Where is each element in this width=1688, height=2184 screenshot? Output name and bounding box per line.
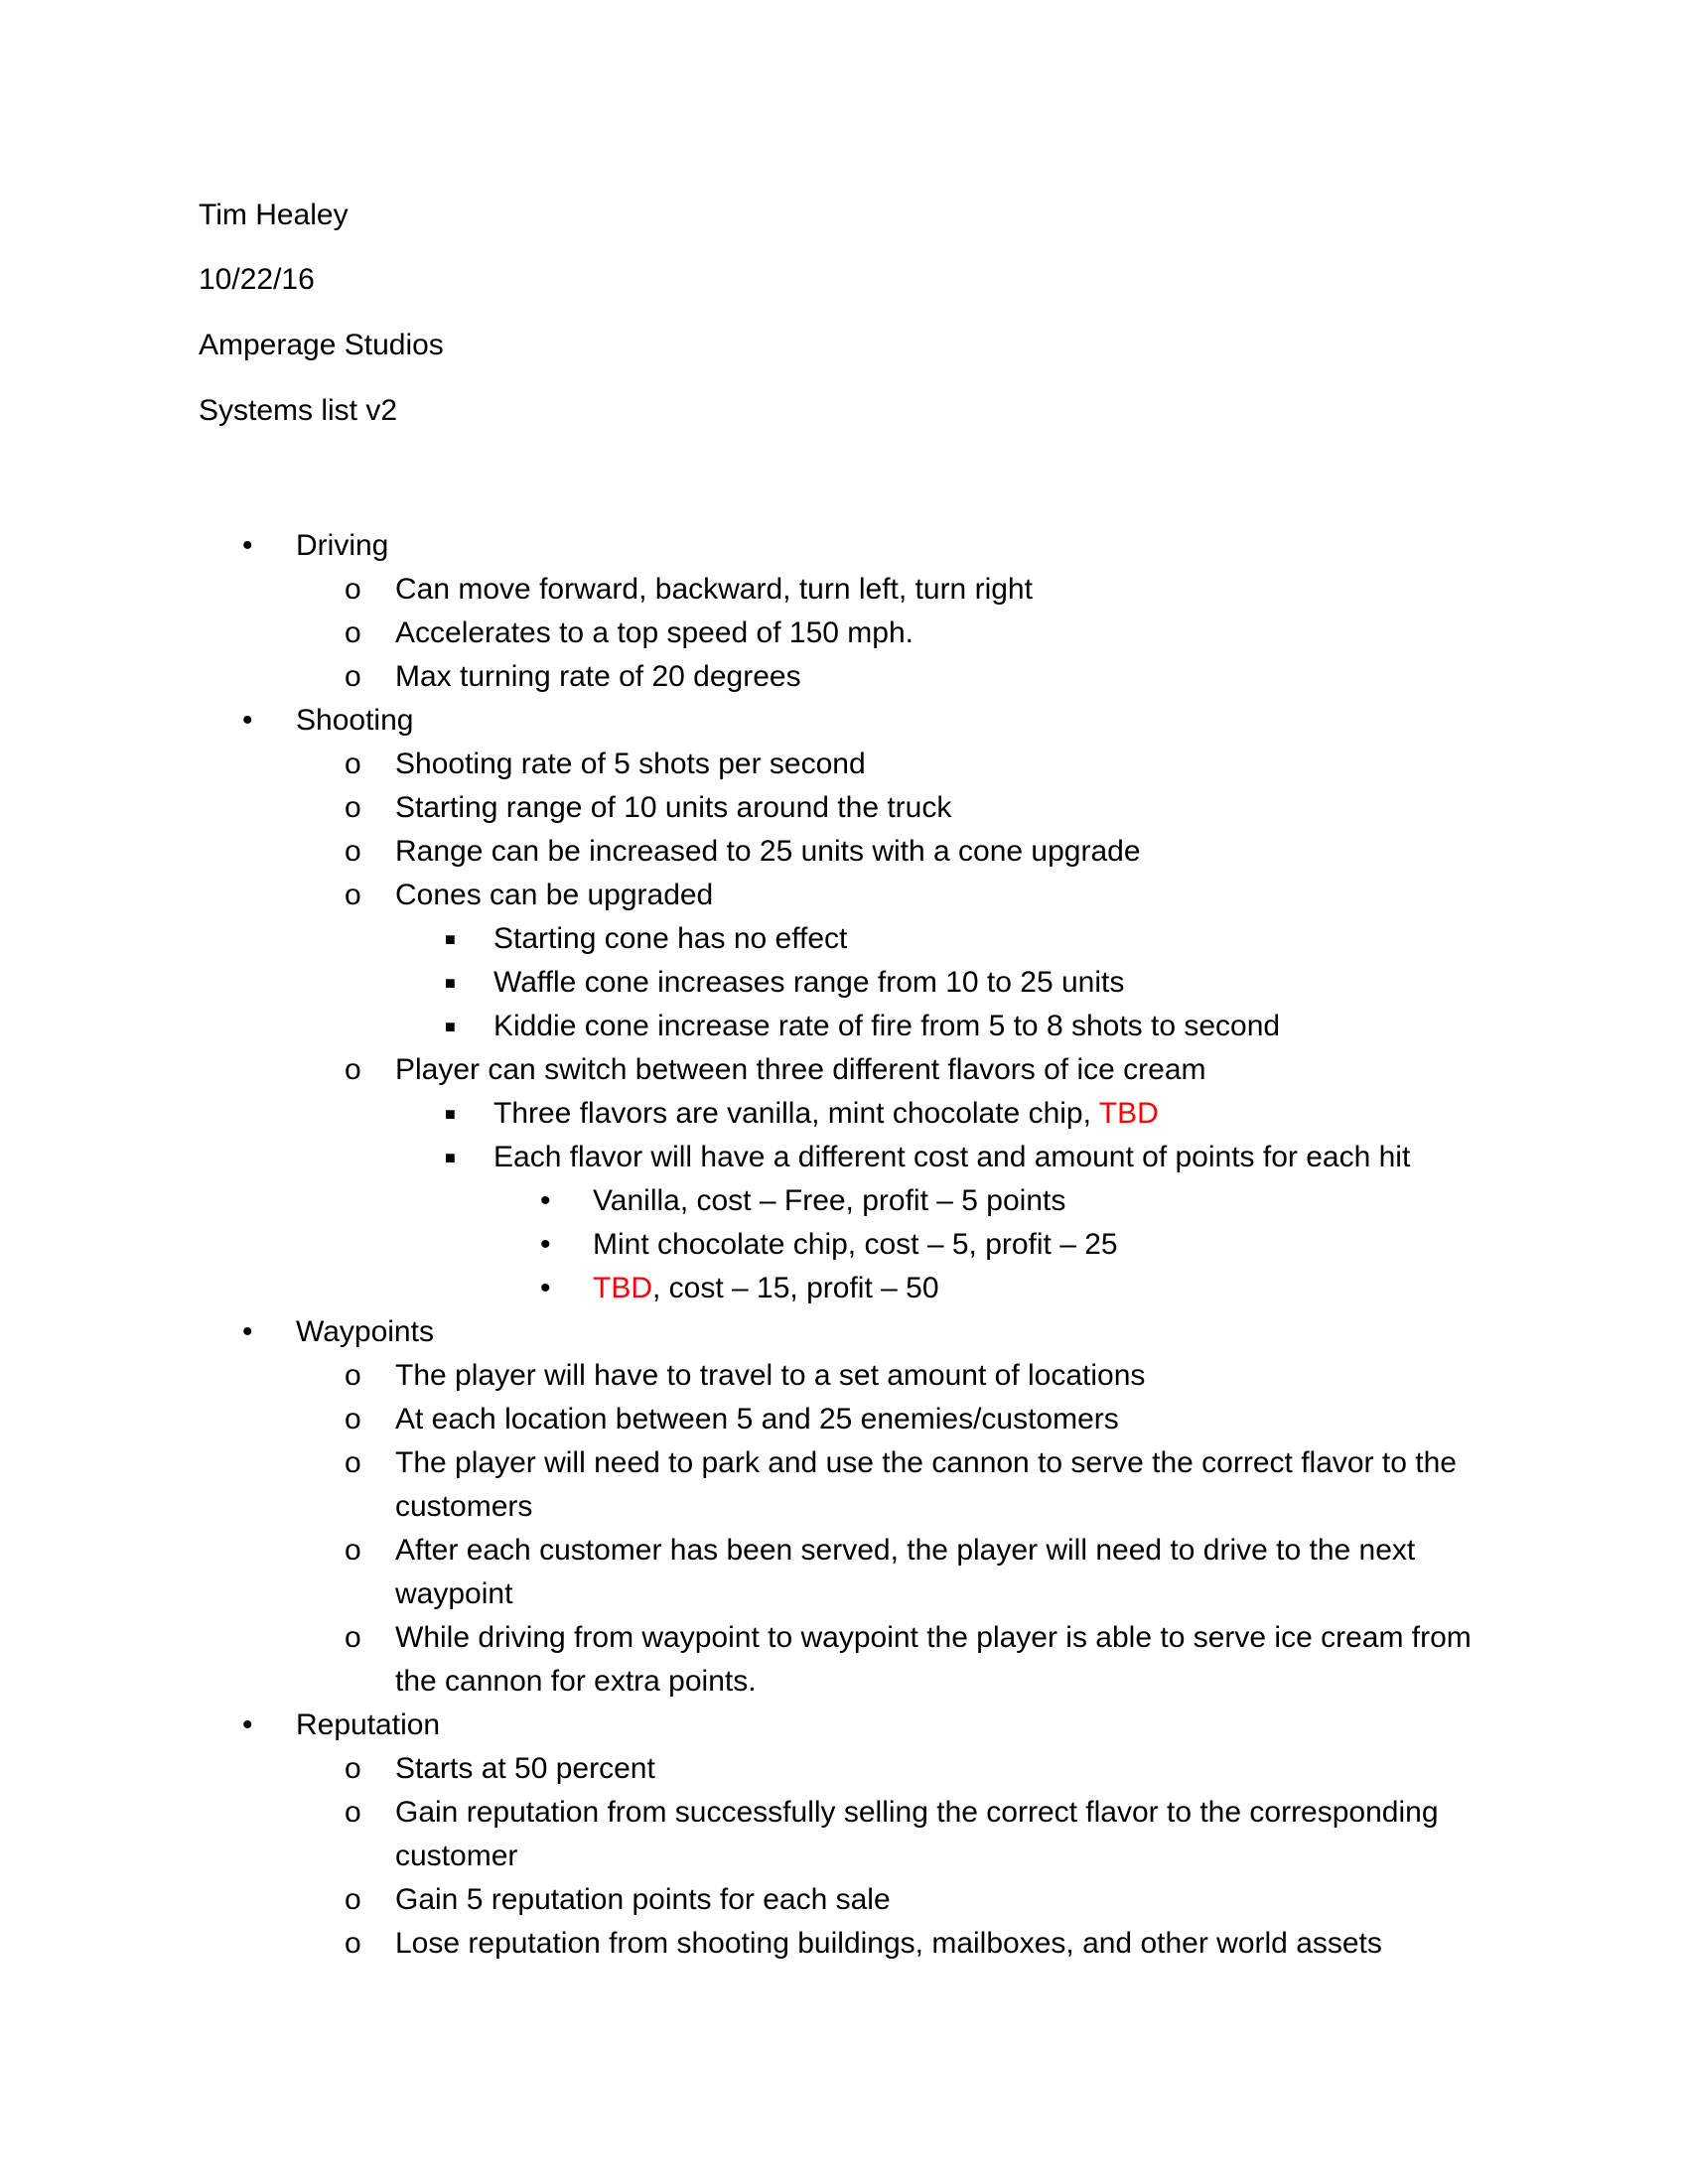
item-text: Starting range of 10 units around the truck bbox=[395, 791, 952, 824]
item-text: Range can be increased to 25 units with a cone upgrade bbox=[395, 835, 1141, 868]
item-text: Gain 5 reputation points for each sale bbox=[395, 1883, 891, 1916]
section-label: Waypoints bbox=[296, 1315, 434, 1348]
item-text: The player will have to travel to a set amount of locations bbox=[395, 1359, 1146, 1392]
item-text: Waffle cone increases range from 10 to 25 units bbox=[493, 966, 1125, 999]
list-item bbox=[0, 1878, 1487, 1922]
circle-marker: o bbox=[345, 748, 361, 780]
circle-marker: o bbox=[345, 1403, 361, 1435]
list-item bbox=[0, 743, 1487, 786]
studio-name: Amperage Studios bbox=[199, 329, 444, 361]
circle-marker: o bbox=[345, 660, 361, 693]
item-text: Accelerates to a top speed of 150 mph. bbox=[395, 616, 914, 649]
item-text: Gain reputation from successfully selling the correct flavor to the corresponding customer bbox=[395, 1796, 1439, 1872]
list-item bbox=[0, 1005, 1486, 1048]
author-name: Tim Healey bbox=[199, 199, 349, 231]
tbd-placeholder: TBD bbox=[593, 1272, 652, 1304]
square-marker: ■ bbox=[445, 973, 456, 993]
bullet-marker: • bbox=[242, 704, 253, 737]
bullet-marker: • bbox=[540, 1272, 551, 1304]
square-marker: ■ bbox=[445, 929, 456, 949]
bullet-marker: • bbox=[242, 1708, 253, 1741]
list-item bbox=[0, 1441, 1487, 1529]
item-text: Starting cone has no effect bbox=[493, 922, 848, 955]
list-item bbox=[0, 1136, 1486, 1179]
circle-marker: o bbox=[345, 1621, 361, 1654]
section-waypoints bbox=[0, 1310, 1487, 1354]
list-item bbox=[0, 1529, 1487, 1616]
item-text: Vanilla, cost – Free, profit – 5 points bbox=[593, 1184, 1066, 1217]
circle-marker: o bbox=[345, 1927, 361, 1960]
item-text: While driving from waypoint to waypoint the player is able to serve ice cream from the cannon for extra points. bbox=[395, 1621, 1472, 1698]
item-text: Three flavors are vanilla, mint chocolate chip, bbox=[493, 1097, 1099, 1130]
list-item bbox=[0, 917, 1486, 961]
list-item bbox=[0, 655, 1487, 699]
item-text: After each customer has been served, the player will need to drive to the next waypoint bbox=[395, 1534, 1416, 1610]
document-title: Systems list v2 bbox=[199, 394, 398, 427]
list-item bbox=[0, 568, 1487, 612]
circle-marker: o bbox=[345, 573, 361, 606]
list-item bbox=[0, 1922, 1487, 1966]
square-marker: ■ bbox=[445, 1148, 456, 1167]
bullet-marker: • bbox=[540, 1228, 551, 1261]
circle-marker: o bbox=[345, 791, 361, 824]
list-item bbox=[0, 874, 1487, 917]
section-reputation bbox=[0, 1704, 1487, 1747]
bullet-marker: • bbox=[242, 529, 253, 562]
document-date: 10/22/16 bbox=[199, 263, 315, 296]
section-label: Shooting bbox=[296, 704, 414, 737]
circle-marker: o bbox=[345, 1359, 361, 1392]
list-item bbox=[0, 830, 1487, 874]
systems-outline bbox=[0, 524, 1688, 1966]
circle-marker: o bbox=[345, 1446, 361, 1479]
circle-marker: o bbox=[345, 1883, 361, 1916]
circle-marker: o bbox=[345, 879, 361, 911]
tbd-placeholder: TBD bbox=[1098, 1097, 1159, 1130]
section-shooting bbox=[0, 699, 1487, 743]
bullet-marker: • bbox=[242, 1315, 253, 1348]
section-driving bbox=[0, 524, 1487, 568]
square-marker: ■ bbox=[445, 1104, 456, 1124]
square-marker: ■ bbox=[445, 1017, 456, 1036]
list-item bbox=[0, 1354, 1487, 1398]
list-item bbox=[0, 1092, 1486, 1136]
list-item bbox=[0, 612, 1487, 655]
circle-marker: o bbox=[345, 616, 361, 649]
circle-marker: o bbox=[345, 1752, 361, 1785]
circle-marker: o bbox=[345, 1796, 361, 1829]
list-item bbox=[0, 1048, 1487, 1092]
item-text: Cones can be upgraded bbox=[395, 879, 714, 911]
list-item bbox=[0, 1616, 1487, 1704]
item-text: , cost – 15, profit – 50 bbox=[652, 1272, 939, 1304]
item-text: Player can switch between three different flavors of ice cream bbox=[395, 1053, 1206, 1086]
item-text: Shooting rate of 5 shots per second bbox=[395, 748, 866, 780]
item-text: The player will need to park and use the cannon to serve the correct flavor to the customers bbox=[395, 1446, 1457, 1523]
section-label: Reputation bbox=[296, 1708, 441, 1741]
circle-marker: o bbox=[345, 1053, 361, 1086]
circle-marker: o bbox=[345, 1534, 361, 1567]
item-text: Each flavor will have a different cost and amount of points for each hit bbox=[493, 1141, 1411, 1173]
list-item bbox=[0, 1179, 1486, 1223]
list-item bbox=[0, 1791, 1487, 1878]
list-item bbox=[0, 1223, 1486, 1267]
item-text: At each location between 5 and 25 enemies/customers bbox=[395, 1403, 1119, 1435]
item-text: Max turning rate of 20 degrees bbox=[395, 660, 801, 693]
list-item bbox=[0, 1267, 1486, 1310]
list-item bbox=[0, 1747, 1487, 1791]
list-item bbox=[0, 961, 1486, 1005]
item-text: Mint chocolate chip, cost – 5, profit – 25 bbox=[593, 1228, 1118, 1261]
item-text: Can move forward, backward, turn left, turn right bbox=[395, 573, 1033, 606]
circle-marker: o bbox=[345, 835, 361, 868]
bullet-marker: • bbox=[540, 1184, 551, 1217]
list-item bbox=[0, 786, 1487, 830]
section-label: Driving bbox=[296, 529, 389, 562]
list-item bbox=[0, 1398, 1487, 1441]
item-text: Starts at 50 percent bbox=[395, 1752, 655, 1785]
item-text: Kiddie cone increase rate of fire from 5 to 8 shots to second bbox=[493, 1010, 1281, 1042]
item-text: Lose reputation from shooting buildings, mailboxes, and other world assets bbox=[395, 1927, 1382, 1960]
